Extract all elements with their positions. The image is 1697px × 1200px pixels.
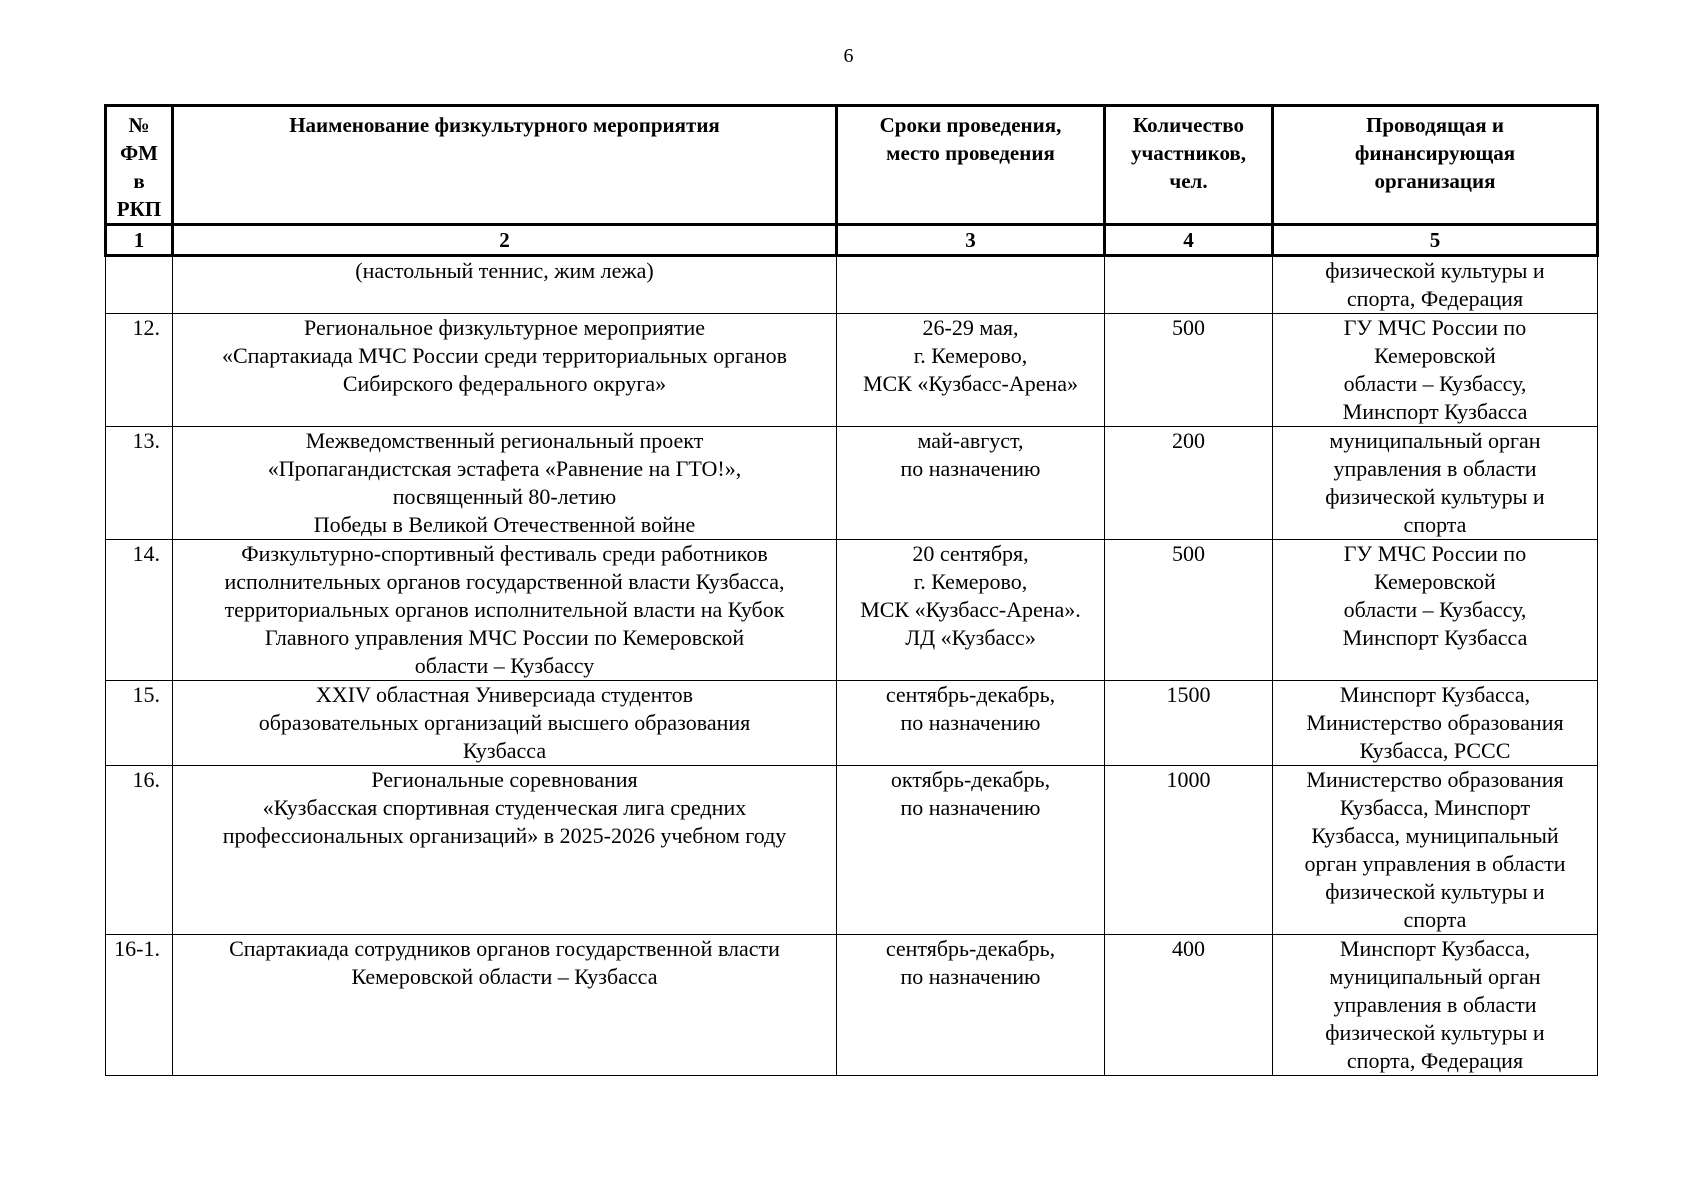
- text-line: место проведения: [886, 141, 1055, 165]
- text-line: управления в области: [1333, 992, 1537, 1017]
- row-number: [106, 256, 173, 314]
- table-row: [106, 935, 1598, 1076]
- organizer: [1273, 766, 1598, 935]
- header-event-name: [173, 106, 837, 225]
- column-number: 2: [173, 225, 837, 256]
- text-line: г. Кемерово,: [913, 569, 1028, 594]
- row-number: 13.: [106, 427, 173, 540]
- text-line: спорта, Федерация: [1346, 1048, 1524, 1073]
- text-line: сентябрь-декабрь,: [885, 682, 1056, 707]
- row-number: 16-1.: [106, 935, 173, 1076]
- text-line: образовательных организаций высшего образования: [258, 710, 751, 735]
- text-line: ЛД «Кузбасс»: [905, 625, 1036, 650]
- column-number: 1: [106, 225, 173, 256]
- text-line: муниципальный орган: [1329, 428, 1541, 453]
- text-line: Межведомственный региональный проект: [305, 428, 704, 453]
- column-number: 5: [1273, 225, 1598, 256]
- text-line: Кемеровской: [1374, 343, 1496, 368]
- events-table: [104, 104, 1599, 1076]
- page-number: 6: [843, 45, 854, 67]
- text-line: май-август,: [917, 428, 1024, 453]
- text-line: Кемеровской: [1374, 569, 1496, 594]
- text-line: Сроки проведения,: [879, 113, 1062, 137]
- text-line: области – Кузбассу: [414, 653, 595, 678]
- text-line: Спартакиада сотрудников органов государственной власти: [229, 936, 780, 961]
- text-line: исполнительных органов государственной власти Кузбасса,: [224, 569, 785, 594]
- participants-count: 200: [1105, 427, 1273, 540]
- text-line: Кузбасса, Минспорт: [1339, 795, 1531, 820]
- text-line: ГУ МЧС России по: [1343, 541, 1527, 566]
- participants-count: 1000: [1105, 766, 1273, 935]
- text-line: октябрь-декабрь,: [890, 767, 1051, 792]
- text-line: МСК «Кузбасс-Арена»: [862, 371, 1079, 396]
- event-name: [173, 256, 837, 314]
- text-line: Региональные соревнования: [371, 767, 638, 792]
- text-line: Региональное физкультурное мероприятие: [304, 315, 705, 340]
- event-name: [173, 314, 837, 427]
- header-num: [106, 106, 173, 225]
- event-name: [173, 540, 837, 681]
- text-line: XXIV областная Универсиада студентов: [315, 682, 694, 707]
- participants-count: 500: [1105, 314, 1273, 427]
- participants-count: [1105, 256, 1273, 314]
- text-line: Наименование физкультурного мероприятия: [289, 113, 720, 137]
- text-line: спорта: [1403, 512, 1467, 537]
- row-number: 16.: [106, 766, 173, 935]
- participants-count: 500: [1105, 540, 1273, 681]
- participants-count: 400: [1105, 935, 1273, 1076]
- text-line: физической культуры и: [1325, 879, 1545, 904]
- column-number: 3: [837, 225, 1105, 256]
- table-row: [106, 540, 1598, 681]
- text-line: Минспорт Кузбасса,: [1339, 682, 1531, 707]
- organizer: [1273, 256, 1598, 314]
- table-row: [106, 681, 1598, 766]
- text-line: №: [128, 113, 150, 137]
- row-number: 12.: [106, 314, 173, 427]
- participants-count: 1500: [1105, 681, 1273, 766]
- table-row: [106, 314, 1598, 427]
- text-line: Кузбасса: [462, 738, 547, 763]
- text-line: области – Кузбассу,: [1343, 597, 1527, 622]
- event-dates-place: [837, 935, 1105, 1076]
- text-line: г. Кемерово,: [913, 343, 1028, 368]
- event-name: [173, 935, 837, 1076]
- text-line: муниципальный орган: [1329, 964, 1541, 989]
- text-line: территориальных органов исполнительной власти на Кубок: [224, 597, 785, 622]
- text-line: спорта, Федерация: [1346, 286, 1524, 311]
- text-line: Главного управления МЧС России по Кемеровской: [264, 625, 745, 650]
- event-name: [173, 427, 837, 540]
- text-line: Физкультурно-спортивный фестиваль среди работников: [241, 541, 768, 566]
- header-participants: [1105, 106, 1273, 225]
- text-line: орган управления в области: [1304, 851, 1566, 876]
- text-line: ФМ: [120, 141, 158, 165]
- text-line: по назначению: [900, 964, 1041, 989]
- table-row: [106, 766, 1598, 935]
- text-line: управления в области: [1333, 456, 1537, 481]
- text-line: Минспорт Кузбасса: [1342, 399, 1528, 424]
- header-row: [106, 106, 1598, 225]
- event-dates-place: [837, 427, 1105, 540]
- text-line: Минспорт Кузбасса,: [1339, 936, 1531, 961]
- event-dates-place: [837, 766, 1105, 935]
- text-line: по назначению: [900, 795, 1041, 820]
- text-line: спорта: [1403, 907, 1467, 932]
- event-dates-place: [837, 314, 1105, 427]
- table-row: [106, 256, 1598, 314]
- text-line: «Кузбасская спортивная студенческая лига средних: [262, 795, 747, 820]
- text-line: профессиональных организаций» в 2025-2026 учебном году: [222, 823, 787, 848]
- text-line: участников,: [1130, 141, 1247, 165]
- organizer: [1273, 314, 1598, 427]
- text-line: Проводящая и: [1365, 113, 1504, 137]
- row-number: 14.: [106, 540, 173, 681]
- text-line: Кузбасса, муниципальный: [1311, 823, 1559, 848]
- event-name: [173, 681, 837, 766]
- text-line: Кемеровской области – Кузбасса: [351, 964, 658, 989]
- event-dates-place: [837, 256, 1105, 314]
- text-line: Сибирского федерального округа»: [342, 371, 667, 396]
- text-line: физической культуры и: [1325, 484, 1545, 509]
- event-dates-place: [837, 540, 1105, 681]
- text-line: Победы в Великой Отечественной войне: [313, 512, 696, 537]
- row-number: 15.: [106, 681, 173, 766]
- text-line: 26-29 мая,: [922, 315, 1019, 340]
- text-line: «Пропагандистская эстафета «Равнение на ГТО!»,: [267, 456, 742, 481]
- text-line: по назначению: [900, 456, 1041, 481]
- text-line: Минспорт Кузбасса: [1342, 625, 1528, 650]
- text-line: «Спартакиада МЧС России среди территориальных органов: [221, 343, 788, 368]
- text-line: посвященный 80-летию: [392, 484, 617, 509]
- text-line: области – Кузбассу,: [1343, 371, 1527, 396]
- text-line: по назначению: [900, 710, 1041, 735]
- event-name: [173, 766, 837, 935]
- text-line: физической культуры и: [1325, 1020, 1545, 1045]
- text-line: 20 сентября,: [912, 541, 1029, 566]
- header-organization: [1273, 106, 1598, 225]
- event-dates-place: [837, 681, 1105, 766]
- text-line: Министерство образования: [1306, 710, 1564, 735]
- text-line: Министерство образования: [1306, 767, 1564, 792]
- table-row: [106, 427, 1598, 540]
- text-line: МСК «Кузбасс-Арена».: [860, 597, 1081, 622]
- text-line: финансирующая: [1354, 141, 1516, 165]
- organizer: [1273, 540, 1598, 681]
- text-line: организация: [1374, 169, 1496, 193]
- text-line: чел.: [1169, 169, 1208, 193]
- text-line: в: [133, 169, 145, 193]
- header-dates-place: [837, 106, 1105, 225]
- text-line: физической культуры и: [1325, 258, 1545, 283]
- text-line: Кузбасса, РССС: [1359, 738, 1511, 763]
- organizer: [1273, 681, 1598, 766]
- text-line: РКП: [116, 197, 162, 221]
- text-line: Количество: [1132, 113, 1245, 137]
- text-line: (настольный теннис, жим лежа): [355, 258, 654, 283]
- column-number: 4: [1105, 225, 1273, 256]
- text-line: сентябрь-декабрь,: [885, 936, 1056, 961]
- text-line: ГУ МЧС России по: [1343, 315, 1527, 340]
- organizer: [1273, 935, 1598, 1076]
- column-number-row: [106, 225, 1598, 256]
- organizer: [1273, 427, 1598, 540]
